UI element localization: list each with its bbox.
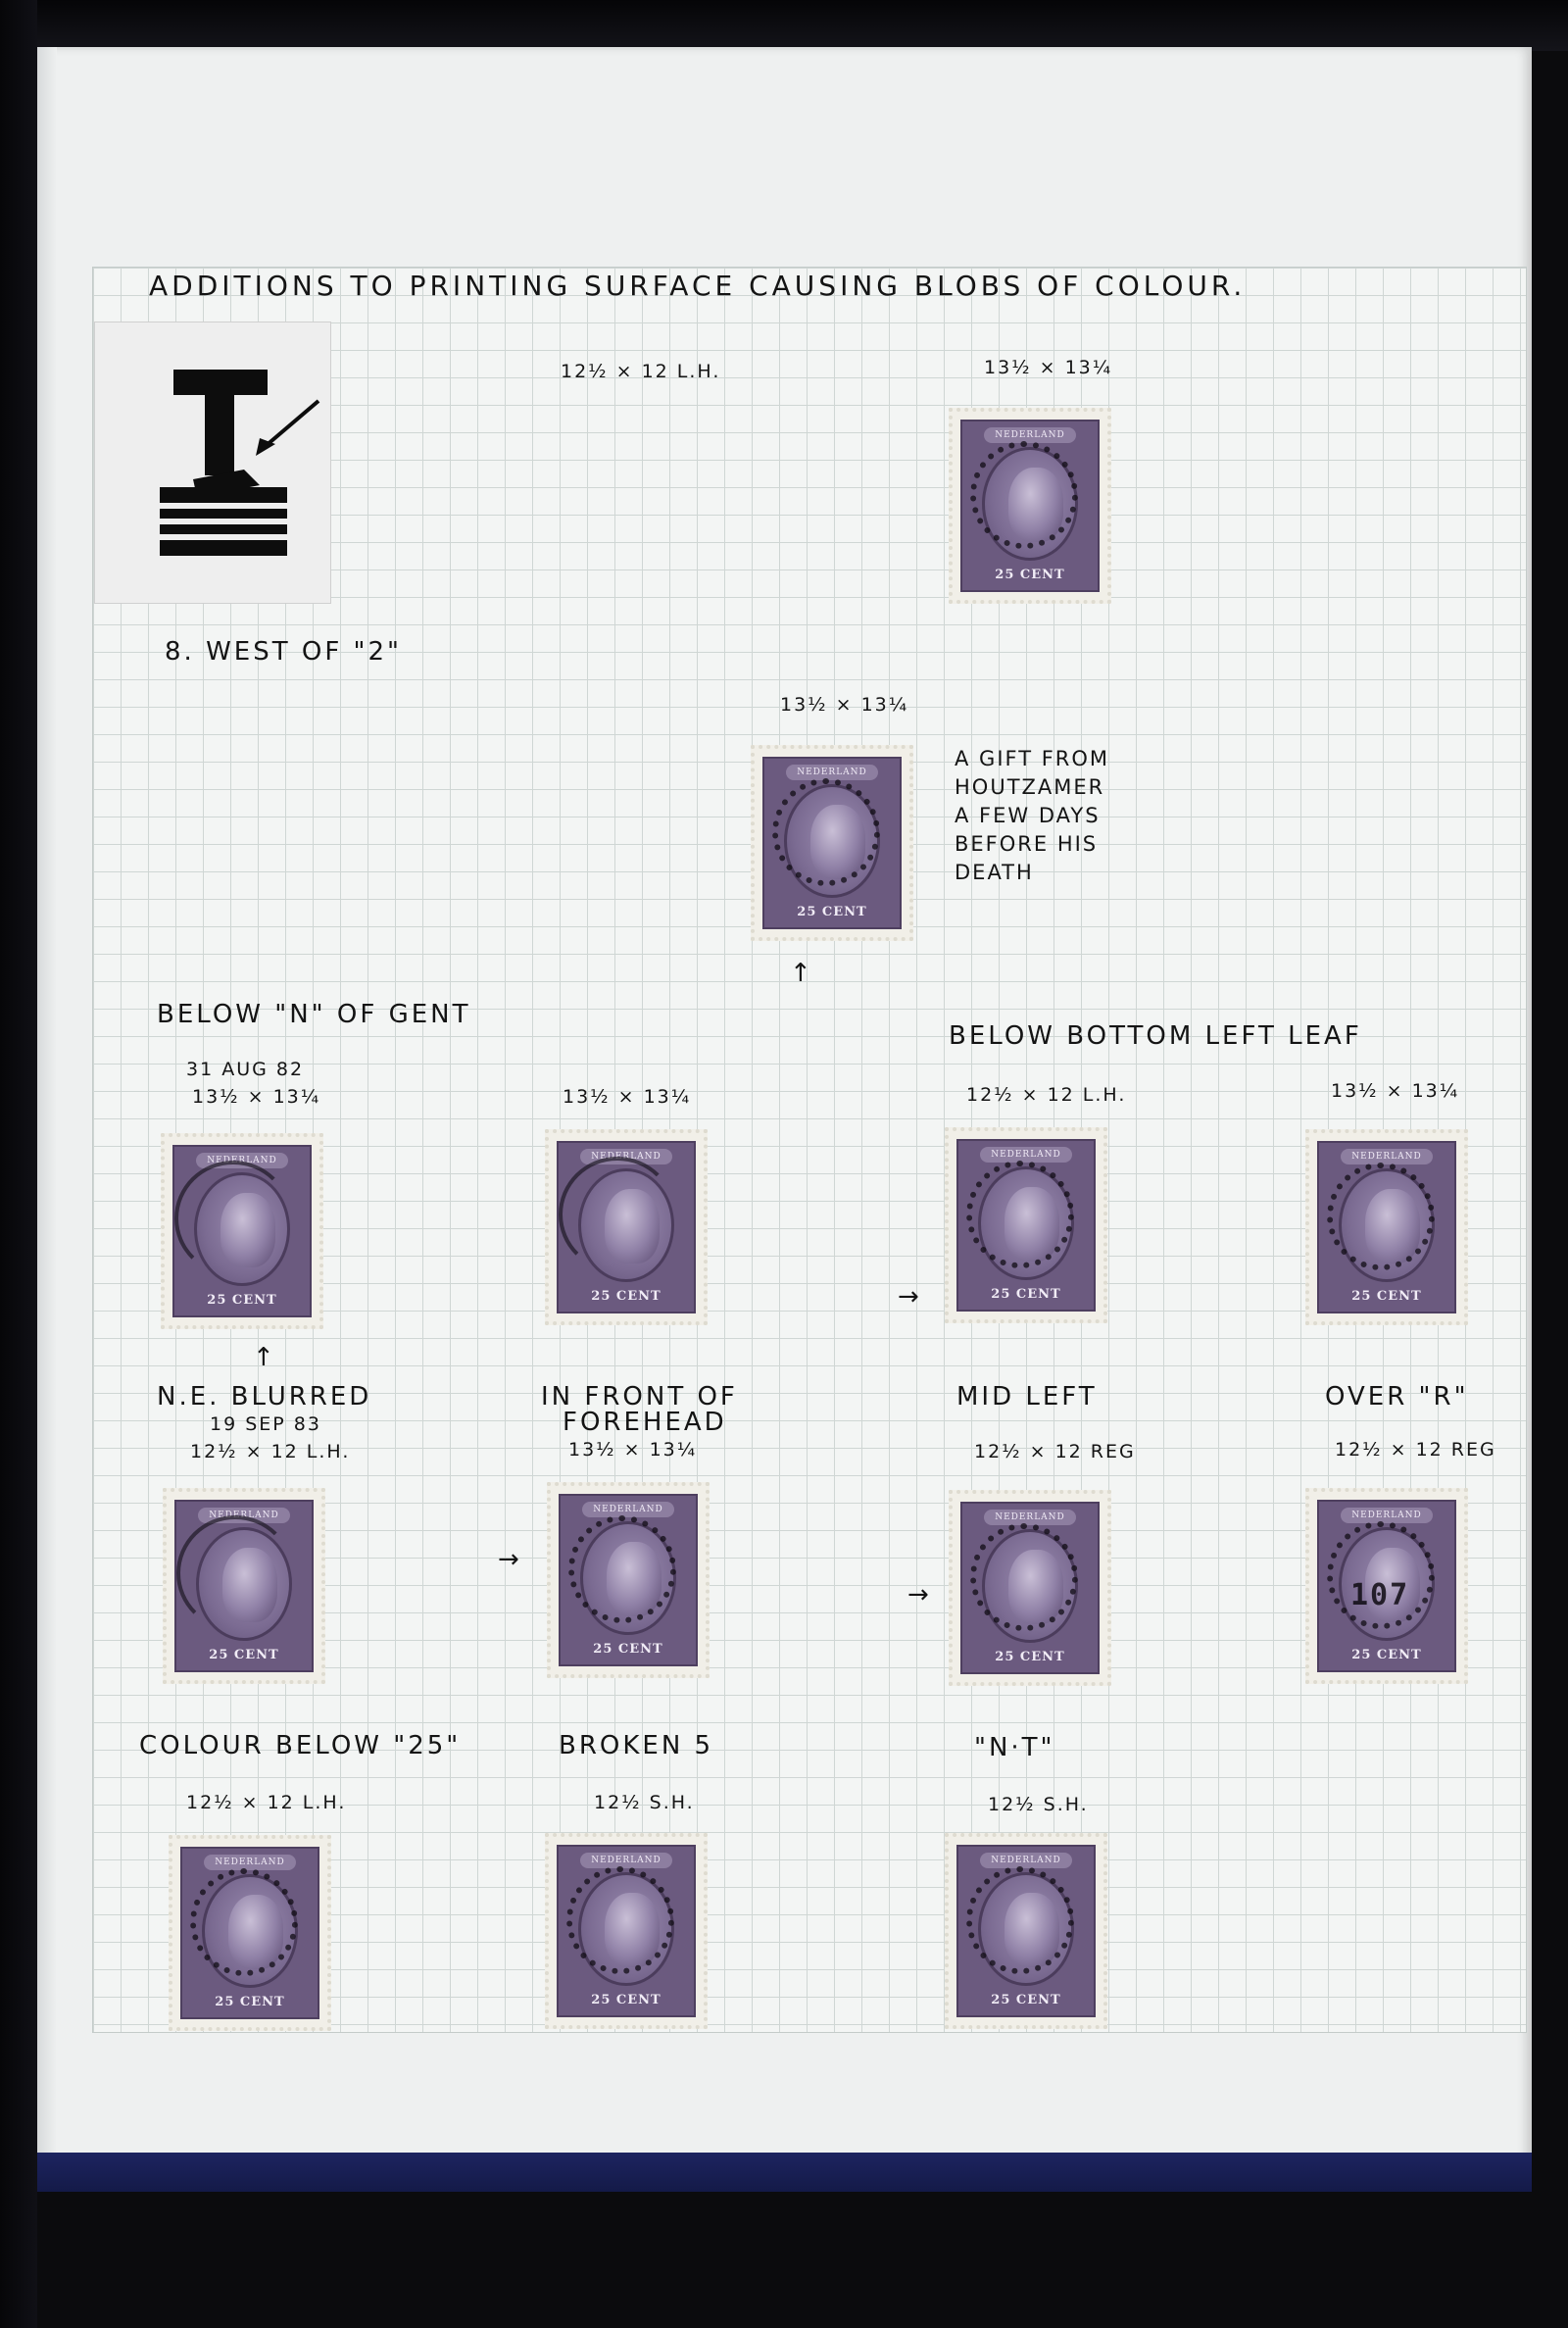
stamp-value: 25 CENT [995,1650,1065,1664]
up-arrow-icon: ↑ [253,1343,277,1372]
stamp-banner: NEDERLAND [984,1510,1076,1525]
postmark-number: 107 [1350,1578,1410,1612]
stamp [169,1835,331,2031]
stamp-banner: NEDERLAND [198,1508,290,1523]
perf-label: 12½ S.H. [594,1792,695,1813]
stamp-banner: NEDERLAND [204,1855,296,1870]
perf-label: 12½ S.H. [988,1794,1089,1815]
circular-datestamp-icon [559,1157,676,1272]
stamp-banner: NEDERLAND [786,765,878,780]
stamp-banner: NEDERLAND [1341,1149,1433,1164]
dotted-cancel-icon [190,1868,298,1976]
stamp-value: 25 CENT [593,1642,663,1657]
dotted-cancel-icon [970,441,1078,549]
stamp-value: 25 CENT [591,1289,662,1304]
album-page-edge [37,47,57,2172]
flaw-caption: MID LEFT [956,1382,1098,1412]
stamp-banner: NEDERLAND [580,1853,672,1868]
stamp [161,1133,323,1329]
provenance-note: A GIFT FROM HOUTZAMER A FEW DAYS BEFORE HIS DEATH [955,747,1110,884]
stamp [945,1127,1107,1323]
binder-top-edge [0,0,1568,51]
stamp [945,1833,1107,2029]
t-illustration [94,322,331,604]
dotted-cancel-icon [1327,1163,1435,1270]
stamp-value: 25 CENT [215,1995,285,2009]
flaw-caption: "N·T" [974,1733,1055,1762]
stamp-banner: NEDERLAND [1341,1508,1433,1523]
dotted-cancel-icon [568,1515,676,1623]
stamp-banner: NEDERLAND [980,1853,1072,1868]
flaw-caption: COLOUR BELOW "25" [139,1731,462,1760]
dotted-cancel-icon [970,1523,1078,1631]
perf-label: 12½ × 12 L.H. [966,1084,1127,1106]
stamp-banner: NEDERLAND [984,427,1076,443]
stamp [949,408,1111,604]
stamp [163,1488,325,1684]
dotted-cancel-icon [1327,1521,1435,1629]
stamp [949,1490,1111,1686]
stamp-value: 25 CENT [991,1287,1061,1302]
flaw-caption: IN FRONT OF [541,1382,738,1412]
flaw-caption: FOREHEAD [563,1408,727,1437]
perf-label: 13½ × 13¼ [568,1439,698,1461]
stamp-value: 25 CENT [591,1993,662,2007]
stamp-banner: NEDERLAND [580,1149,672,1164]
date-label: 19 SEP 83 [210,1413,321,1435]
stamp [1305,1488,1468,1684]
binder-blue-strip [37,2153,1532,2192]
perf-label: 12½ × 12 L.H. [190,1441,351,1462]
stamp-banner: NEDERLAND [196,1153,288,1168]
circular-datestamp-icon [176,1515,294,1631]
perf-label: 13½ × 13¼ [192,1086,321,1108]
page-title: ADDITIONS TO PRINTING SURFACE CAUSING BLOBS OF COLOUR. [149,270,1247,302]
perf-label: 13½ × 13¼ [780,694,909,716]
flaw-caption: N.E. BLURRED [157,1382,372,1412]
perf-label: 13½ × 13¼ [1331,1080,1460,1102]
stamp-value: 25 CENT [207,1293,277,1308]
flaw-caption: BROKEN 5 [559,1731,714,1760]
stamp [545,1833,708,2029]
stamp [1305,1129,1468,1325]
perf-label: 13½ × 13¼ [984,357,1113,378]
stamp [545,1129,708,1325]
stamp-value: 25 CENT [209,1648,279,1662]
right-arrow-icon: → [898,1282,922,1312]
flaw-caption: 8. WEST OF "2" [165,637,403,667]
dotted-cancel-icon [966,1161,1074,1268]
flaw-caption: BELOW "N" OF GENT [157,1000,471,1029]
stamp-value: 25 CENT [797,905,867,919]
stamp-value: 25 CENT [995,568,1065,582]
perf-label: 12½ × 12 REG [974,1441,1136,1462]
date-label: 31 AUG 82 [186,1059,305,1080]
stamp-value: 25 CENT [1351,1648,1422,1662]
right-arrow-icon: → [907,1580,932,1610]
stamp [547,1482,710,1678]
stamp-value: 25 CENT [991,1993,1061,2007]
flaw-caption: OVER "R" [1325,1382,1469,1412]
dotted-cancel-icon [772,778,880,886]
perf-label: 12½ × 12 L.H. [186,1792,347,1813]
perf-label: 13½ × 13¼ [563,1086,692,1108]
stamp-value: 25 CENT [1351,1289,1422,1304]
stamp-banner: NEDERLAND [582,1502,674,1517]
binder-left-edge [0,0,37,2328]
t-flaw-diagram-icon [95,322,330,603]
perf-label: 12½ × 12 L.H. [561,361,721,382]
flaw-caption: BELOW BOTTOM LEFT LEAF [949,1021,1362,1051]
up-arrow-icon: ↑ [790,959,814,988]
right-arrow-icon: → [498,1545,522,1574]
dotted-cancel-icon [966,1866,1074,1974]
dotted-cancel-icon [566,1866,674,1974]
circular-datestamp-icon [174,1161,292,1276]
stamp-banner: NEDERLAND [980,1147,1072,1163]
perf-label: 12½ × 12 REG [1335,1439,1496,1461]
stamp [751,745,913,941]
